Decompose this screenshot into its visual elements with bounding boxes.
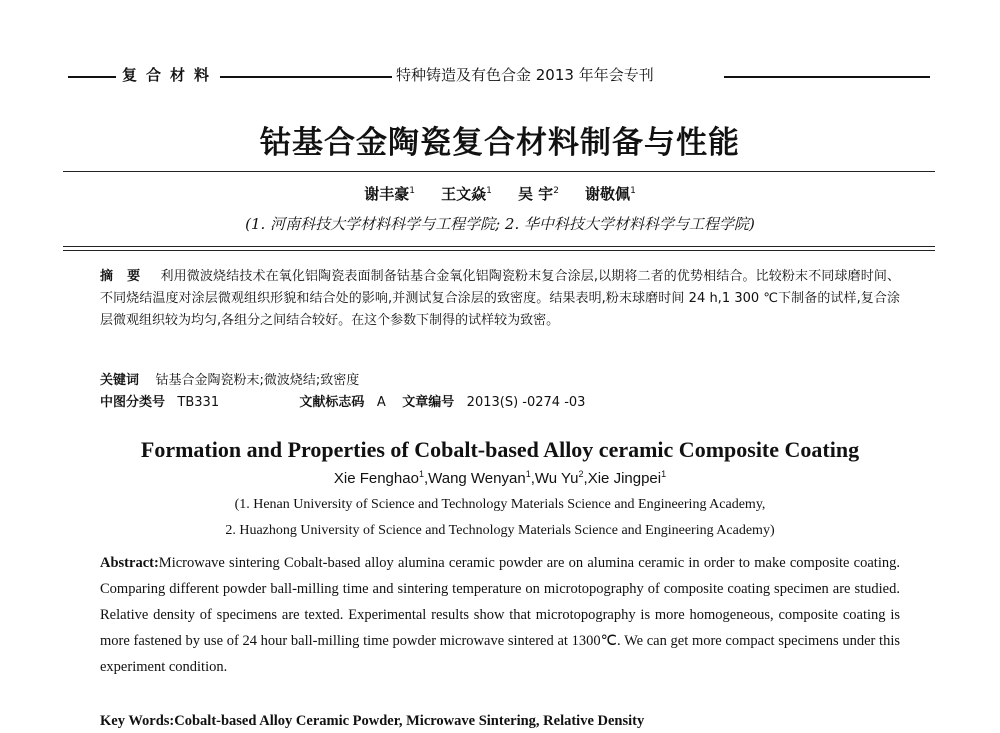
- en-author-affil-mark: 1: [661, 469, 667, 479]
- author-name: 吴 宇: [517, 185, 554, 203]
- en-abstract-label: Abstract:: [100, 555, 159, 571]
- en-author-name: Xie Fenghao: [333, 470, 419, 487]
- english-keywords: [100, 713, 644, 730]
- author-affil-mark: 2: [553, 186, 559, 196]
- author-name: 谢丰豪: [364, 185, 410, 203]
- english-title: Formation and Properties of Cobalt-based Alloy ceramic Composite Coating: [140, 437, 860, 462]
- en-author-name: Xie Jingpei: [587, 470, 662, 487]
- keywords-label: 关键词: [100, 373, 140, 388]
- header-rule-right: [724, 76, 930, 78]
- en-keywords-label: Key Words:: [100, 713, 175, 729]
- en-author-name: Wang Wenyan: [428, 470, 526, 487]
- en-author-affil-mark: 1: [525, 469, 531, 479]
- article-no-label: 文章编号: [402, 395, 455, 410]
- english-affiliation-2: 2. Huazhong University of Science and Technology Materials Science and Engineering Academy): [225, 523, 775, 538]
- author-affil-mark: 1: [630, 186, 636, 196]
- paper-title: 钴基合金陶瓷复合材料制备与性能: [260, 125, 740, 161]
- english-author-list: Xie Fenghao$^1$,Wang Wenyan$^1$,Wu Yu$^2$,Xie Jingpei$^1$: [333, 469, 667, 487]
- en-author-name: Wu Yu: [534, 470, 579, 487]
- en-author-affil-mark: 2: [578, 469, 584, 479]
- chinese-keywords: [100, 369, 359, 388]
- english-abstract: [100, 550, 900, 680]
- classification-value: TB331: [177, 395, 220, 410]
- classification-label: 中图分类号: [100, 395, 166, 410]
- author-name: 王文焱: [441, 185, 487, 203]
- doc-code-value: A: [376, 395, 386, 410]
- en-author-affil-mark: 1: [418, 469, 424, 479]
- title-rule: [63, 171, 935, 172]
- abstract-text: 利用微波烧结技术在氧化铝陶瓷表面制备钴基合金氧化铝陶瓷粉末复合涂层,以期将二者的优势相结合。比较粉末不同球磨时间、不同烧结温度对涂层微观组织形貌和结合处的影响,并测试复合涂层的致密度。结果表明,粉末球磨时间 24 h,1 300 ℃下制备的试样,复合涂层微观组织较为均匀,各组分之间结合较好。在这个参数下制得的试样较为致密。: [100, 269, 900, 328]
- doc-code-label: 文献标志码: [299, 395, 365, 410]
- abstract-label: 摘要: [100, 269, 155, 284]
- article-no-value: 2013(S) -0274 -03: [466, 395, 586, 410]
- english-affiliation-1: (1. Henan University of Science and Technology Materials Science and Engineering Academy,: [234, 497, 766, 512]
- header-journal: 特种铸造及有色合金 2013 年年会专刊: [396, 66, 654, 84]
- header-section: 复合材料: [122, 66, 219, 84]
- header-rule-middle: [220, 76, 392, 78]
- chinese-abstract: [100, 266, 900, 332]
- classification-line: [100, 391, 585, 410]
- author-list: [0, 183, 1000, 204]
- en-keywords-text: Cobalt-based Alloy Ceramic Powder, Microwave Sintering, Relative Density: [174, 713, 645, 729]
- author-affil-mark: 1: [486, 186, 492, 196]
- header-rule-left: [68, 76, 116, 78]
- running-header: [68, 64, 930, 90]
- author-affil-mark: 1: [409, 186, 415, 196]
- en-abstract-text: Microwave sintering Cobalt-based alloy alumina ceramic powder are on alumina ceramic in order to make composite coating. Comparing different powder ball-milling time and sintering temperature on microtopography of composite coating specimen are studied. Relative density of specimens are texted. Experimental results show that microtopography is more homogeneous, composite coating is more fastened by use of 24 hour ball-milling time powder microwave sintered at 1300℃. We can get more compact specimens under this experiment condition.: [100, 555, 900, 675]
- keywords-text: 钴基合金陶瓷粉末;微波烧结;致密度: [155, 373, 360, 388]
- author-name: 谢敬佩: [585, 185, 631, 203]
- affiliation: (1. 河南科技大学材料科学与工程学院; 2. 华中科技大学材料科学与工程学院): [245, 215, 755, 233]
- affiliation-rule: [63, 246, 935, 251]
